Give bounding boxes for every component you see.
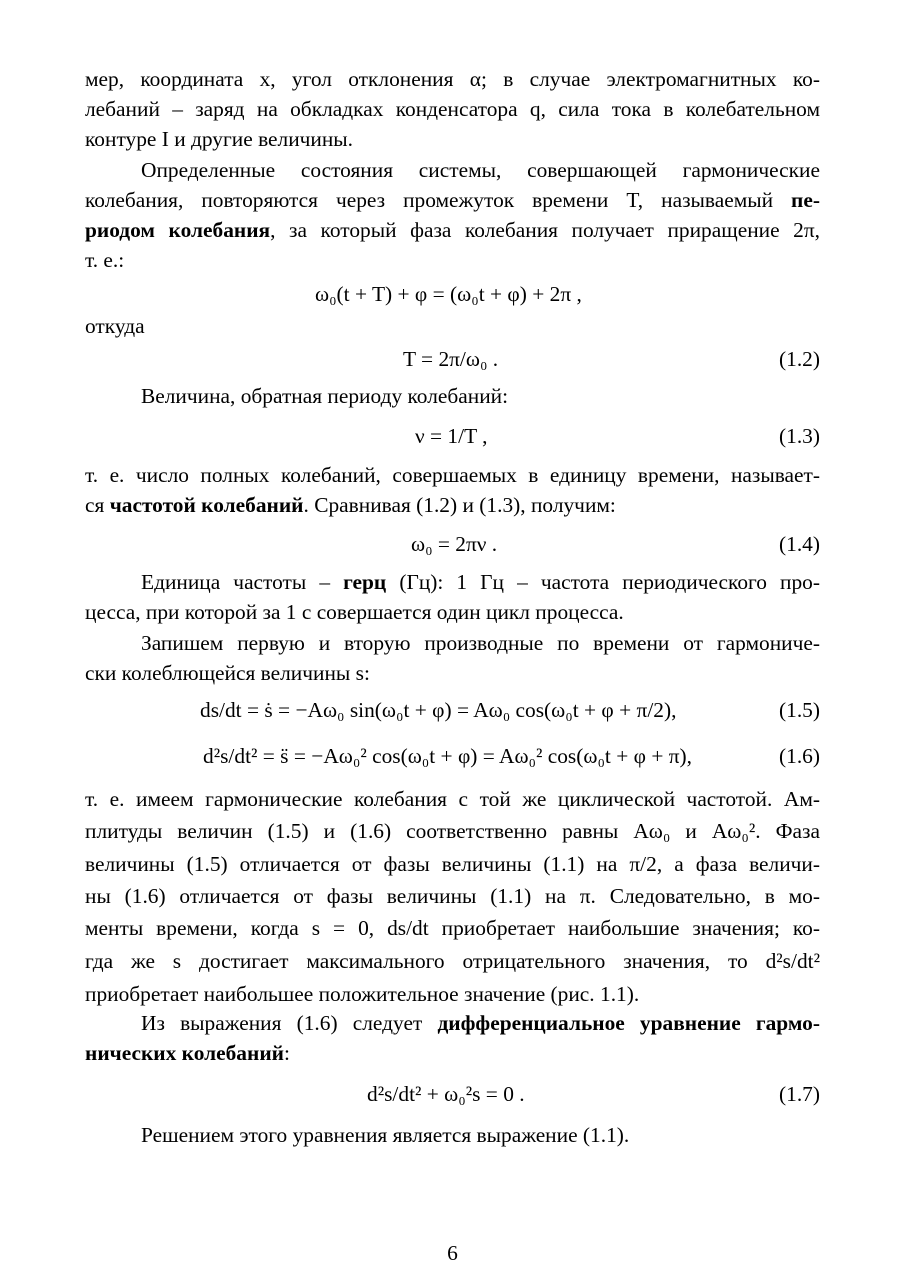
equation-1-5: ds/dt = ṡ = −Aω₀ sin(ω₀t + φ) = Aω₀ cos(ω₀t + φ + π/2), (1.5) [85,692,820,728]
text-line: Из выражения (1.6) следует дифференциальное уравнение гармо- [141,1011,820,1035]
text-line: приобретает наибольшее положительное значение (рис. 1.1). [85,982,640,1006]
text-line: т. е. имеем гармонические колебания с той же циклической частотой. Ам- [85,787,820,811]
text-line: менты времени, когда s = 0, ds/dt приобретает наибольшие значения; ко- [85,916,820,940]
equation-number: (1.5) [779,698,820,722]
text-line: ски колеблющейся величины s: [85,661,370,685]
text-line: гда же s достигает максимального отрицательного значения, то d²s/dt² [85,949,820,973]
text-line: плитуды величин (1.5) и (1.6) соответственно равны Aω₀ и Aω₀². Фаза [85,819,820,843]
equation-number: (1.4) [779,532,820,556]
page-number: 6 [447,1241,458,1265]
text-line: колебания, повторяются через промежуток времени T, называемый пе- [85,188,820,212]
text-line: Решением этого уравнения является выражение (1.1). [141,1123,630,1147]
text-line: т. е. число полных колебаний, совершаемых в единицу времени, называет- [85,463,820,487]
equation-phase: ω₀(t + T) + φ = (ω₀t + φ) + 2π , [315,282,582,306]
text-line: величины (1.5) отличается от фазы величины (1.1) на π/2, а фаза величи- [85,852,820,876]
equation-1-6: d²s/dt² = s̈ = −Aω₀² cos(ω₀t + φ) = Aω₀² cos(ω₀t + φ + π), (1.6) [85,738,820,774]
text-line: Определенные состояния системы, совершающей гармонические [141,158,820,182]
text-line: нических колебаний: [85,1041,290,1065]
text-line: Единица частоты – герц (Гц): 1 Гц – частота периодического про- [141,570,820,594]
equation-number: (1.2) [779,347,820,371]
text-line: Величина, обратная периоду колебаний: [141,384,509,408]
text-line: контуре I и другие величины. [85,127,354,151]
text-line: ся частотой колебаний. Сравнивая (1.2) и (1.3), получим: [85,493,616,517]
equation-number: (1.6) [779,744,820,768]
equation-1-7: d²s/dt² + ω₀²s = 0 . (1.7) [85,1076,820,1112]
text-line: мер, координата x, угол отклонения α; в случае электромагнитных ко- [85,67,820,91]
text-line: т. е.: [85,248,125,272]
equation-1-4: ω₀ = 2πν . (1.4) [85,526,820,562]
text-line: ны (1.6) отличается от фазы величины (1.1) на π. Следовательно, в мо- [85,884,820,908]
text-line: Запишем первую и вторую производные по времени от гармониче- [141,631,820,655]
text-line: лебаний – заряд на обкладках конденсатора q, сила тока в колебательном [85,97,820,121]
text-line: цесса, при которой за 1 с совершается один цикл процесса. [85,600,624,624]
equation-1-3: ν = 1/T , (1.3) [85,418,820,454]
equation-1-2: T = 2π/ω₀ . (1.2) [85,341,820,377]
text-line: откуда [85,314,145,338]
equation-number: (1.7) [779,1082,820,1106]
text-line: риодом колебания, за который фаза колебания получает приращение 2π, [85,218,821,242]
equation-number: (1.3) [779,424,820,448]
